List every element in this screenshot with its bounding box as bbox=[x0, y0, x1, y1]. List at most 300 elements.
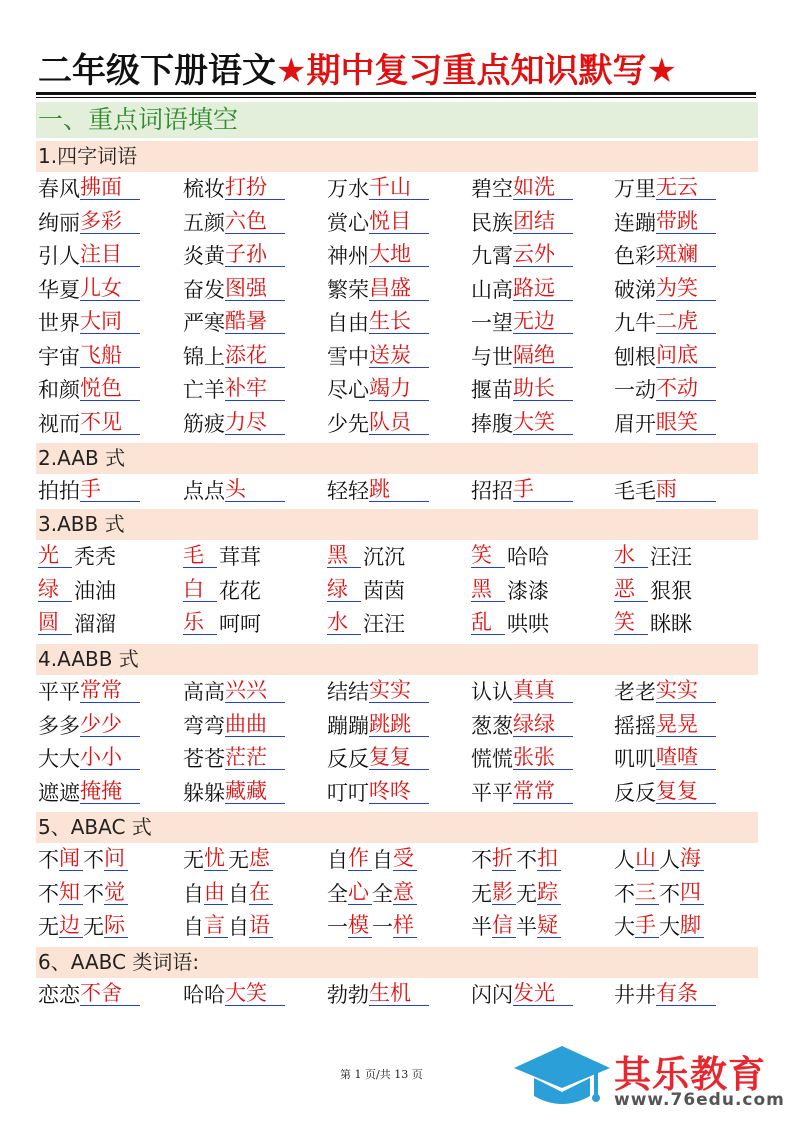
word-prompt: 勃勃 bbox=[327, 983, 369, 1007]
word-item bbox=[471, 240, 573, 273]
word-item bbox=[38, 374, 140, 407]
word-prompt: 秃秃 bbox=[74, 545, 116, 569]
word-answer: 光 bbox=[38, 543, 72, 568]
word-prompt: 半 bbox=[471, 915, 492, 939]
word-item bbox=[471, 408, 573, 441]
word-answer: 水 bbox=[327, 610, 361, 635]
word-prompt: 自 bbox=[183, 882, 204, 906]
word-prompt: 世界 bbox=[38, 311, 80, 335]
word-row bbox=[38, 608, 758, 641]
word-item bbox=[38, 743, 140, 776]
word-item bbox=[327, 240, 429, 273]
word-row bbox=[38, 878, 758, 911]
word-answer: 扣 bbox=[537, 846, 561, 871]
word-prompt: 毛毛 bbox=[614, 479, 656, 503]
word-prompt: 无 bbox=[38, 915, 59, 939]
word-prompt: 春风 bbox=[38, 177, 80, 201]
word-answer: 心 bbox=[348, 880, 372, 905]
word-prompt: 大 bbox=[614, 915, 635, 939]
word-answer: 实实 bbox=[656, 678, 716, 703]
word-answer: 跳 bbox=[369, 477, 429, 502]
word-item bbox=[183, 608, 261, 641]
word-item bbox=[183, 575, 261, 608]
word-answer: 语 bbox=[249, 913, 273, 938]
word-item bbox=[38, 341, 140, 374]
word-prompt: 反反 bbox=[614, 781, 656, 805]
graduation-cap-icon bbox=[510, 1040, 614, 1115]
word-item bbox=[38, 710, 140, 743]
word-answer: 悦色 bbox=[80, 376, 140, 401]
word-row bbox=[38, 374, 758, 407]
word-prompt: 花花 bbox=[219, 579, 261, 603]
group-heading: 5、ABAC 式 bbox=[36, 812, 758, 843]
word-prompt: 认认 bbox=[471, 680, 513, 704]
word-answer: 绿 bbox=[327, 577, 361, 602]
word-item bbox=[183, 307, 285, 340]
word-prompt: 自 bbox=[327, 848, 348, 872]
word-answer: 大同 bbox=[80, 309, 140, 334]
word-prompt: 不 bbox=[38, 848, 59, 872]
word-item bbox=[471, 608, 549, 641]
logo-url: www.76edu.com bbox=[614, 1090, 785, 1110]
word-prompt: 不 bbox=[614, 882, 635, 906]
word-item bbox=[471, 374, 573, 407]
word-item bbox=[38, 408, 140, 441]
word-item bbox=[327, 274, 429, 307]
word-prompt: 点点 bbox=[183, 479, 225, 503]
word-answer: 问 bbox=[104, 846, 128, 871]
word-answer: 水 bbox=[614, 543, 648, 568]
word-answer: 边 bbox=[59, 913, 83, 938]
word-item bbox=[614, 878, 704, 911]
word-item bbox=[614, 676, 716, 709]
word-prompt: 严寒 bbox=[183, 311, 225, 335]
word-answer: 折 bbox=[492, 846, 516, 871]
word-answer: 黑 bbox=[327, 543, 361, 568]
word-prompt: 弯弯 bbox=[183, 714, 225, 738]
word-answer: 忧 bbox=[204, 846, 228, 871]
word-item bbox=[327, 307, 429, 340]
word-answer: 作 bbox=[348, 846, 372, 871]
word-answer: 觉 bbox=[104, 880, 128, 905]
word-answer: 手 bbox=[80, 477, 140, 502]
word-answer: 注目 bbox=[80, 242, 140, 267]
group-heading: 1.四字词语 bbox=[36, 141, 758, 172]
word-item bbox=[183, 878, 273, 911]
word-answer: 毛 bbox=[183, 543, 217, 568]
word-answer: 打扮 bbox=[225, 175, 285, 200]
word-answer: 黑 bbox=[471, 577, 505, 602]
word-prompt: 不 bbox=[471, 848, 492, 872]
word-row bbox=[38, 541, 758, 574]
group-heading: 3.ABB 式 bbox=[36, 509, 758, 540]
word-answer: 竭力 bbox=[369, 376, 429, 401]
logo-name: 其乐教育 bbox=[614, 1053, 766, 1096]
word-answer: 助长 bbox=[513, 376, 573, 401]
word-prompt: 半 bbox=[516, 915, 537, 939]
word-prompt: 炎黄 bbox=[183, 244, 225, 268]
word-answer: 藏藏 bbox=[225, 779, 285, 804]
word-item bbox=[614, 173, 716, 206]
word-item bbox=[183, 341, 285, 374]
word-answer: 酷暑 bbox=[225, 309, 285, 334]
word-answer: 少少 bbox=[80, 712, 140, 737]
word-item bbox=[183, 541, 261, 574]
word-prompt: 无 bbox=[471, 882, 492, 906]
word-item bbox=[183, 710, 285, 743]
word-prompt: 五颜 bbox=[183, 211, 225, 235]
word-row bbox=[38, 408, 758, 441]
word-answer: 圆 bbox=[38, 610, 72, 635]
word-prompt: 锦上 bbox=[183, 345, 225, 369]
word-row bbox=[38, 575, 758, 608]
word-prompt: 哄哄 bbox=[507, 612, 549, 636]
title-underline-thick bbox=[36, 92, 756, 95]
word-prompt: 葱葱 bbox=[471, 714, 513, 738]
word-answer: 斑斓 bbox=[656, 242, 716, 267]
word-prompt: 高高 bbox=[183, 680, 225, 704]
word-prompt: 连蹦 bbox=[614, 211, 656, 235]
word-item bbox=[183, 173, 285, 206]
word-item bbox=[183, 979, 285, 1012]
word-prompt: 眉开 bbox=[614, 412, 656, 436]
word-answer: 乱 bbox=[471, 610, 505, 635]
word-prompt: 不 bbox=[83, 848, 104, 872]
word-answer: 不舍 bbox=[80, 981, 140, 1006]
word-prompt: 遮遮 bbox=[38, 781, 80, 805]
word-item bbox=[614, 979, 716, 1012]
word-answer: 疑 bbox=[537, 913, 561, 938]
word-answer: 图强 bbox=[225, 276, 285, 301]
word-prompt: 筋疲 bbox=[183, 412, 225, 436]
word-prompt: 无 bbox=[83, 915, 104, 939]
word-answer: 眼笑 bbox=[656, 410, 716, 435]
word-answer: 在 bbox=[249, 880, 273, 905]
word-prompt: 自由 bbox=[327, 311, 369, 335]
word-prompt: 沉沉 bbox=[363, 545, 405, 569]
word-item bbox=[614, 408, 716, 441]
word-prompt: 九霄 bbox=[471, 244, 513, 268]
word-answer: 绿绿 bbox=[513, 712, 573, 737]
word-item bbox=[183, 408, 285, 441]
word-item bbox=[471, 743, 573, 776]
word-prompt: 少先 bbox=[327, 412, 369, 436]
word-item bbox=[38, 475, 140, 508]
word-item bbox=[471, 541, 549, 574]
word-prompt: 赏心 bbox=[327, 211, 369, 235]
word-prompt: 苍苍 bbox=[183, 747, 225, 771]
word-item bbox=[614, 207, 716, 240]
word-answer: 受 bbox=[393, 846, 417, 871]
word-prompt: 华夏 bbox=[38, 278, 80, 302]
word-prompt: 九牛 bbox=[614, 311, 656, 335]
word-item bbox=[38, 676, 140, 709]
word-item bbox=[327, 575, 405, 608]
word-item bbox=[471, 979, 573, 1012]
word-item bbox=[614, 911, 704, 944]
word-prompt: 宇宙 bbox=[38, 345, 80, 369]
word-answer: 送炭 bbox=[369, 343, 429, 368]
word-prompt: 神州 bbox=[327, 244, 369, 268]
word-prompt: 梳妆 bbox=[183, 177, 225, 201]
word-prompt: 慌慌 bbox=[471, 747, 513, 771]
word-prompt: 闪闪 bbox=[471, 983, 513, 1007]
word-item bbox=[183, 475, 285, 508]
word-prompt: 汪汪 bbox=[650, 545, 692, 569]
word-prompt: 万水 bbox=[327, 177, 369, 201]
word-prompt: 和颜 bbox=[38, 378, 80, 402]
word-prompt: 汪汪 bbox=[363, 612, 405, 636]
word-answer: 由 bbox=[204, 880, 228, 905]
word-item bbox=[38, 240, 140, 273]
word-prompt: 哈哈 bbox=[507, 545, 549, 569]
group-heading: 4.AABB 式 bbox=[36, 644, 758, 675]
word-prompt: 捧腹 bbox=[471, 412, 513, 436]
word-answer: 隔绝 bbox=[513, 343, 573, 368]
word-answer: 拂面 bbox=[80, 175, 140, 200]
word-prompt: 奋发 bbox=[183, 278, 225, 302]
word-item bbox=[327, 844, 417, 877]
word-row bbox=[38, 777, 758, 810]
word-answer: 常常 bbox=[513, 779, 573, 804]
word-answer: 六色 bbox=[225, 209, 285, 234]
word-answer: 手 bbox=[513, 477, 573, 502]
word-answer: 多彩 bbox=[80, 209, 140, 234]
word-prompt: 茵茵 bbox=[363, 579, 405, 603]
word-item bbox=[327, 878, 417, 911]
word-item bbox=[471, 777, 573, 810]
word-answer: 虑 bbox=[249, 846, 273, 871]
word-row bbox=[38, 207, 758, 240]
word-prompt: 平平 bbox=[471, 781, 513, 805]
title-main: 二年级下册语文 bbox=[38, 51, 276, 91]
word-prompt: 狠狠 bbox=[650, 579, 692, 603]
word-answer: 问底 bbox=[656, 343, 716, 368]
word-answer: 队员 bbox=[369, 410, 429, 435]
word-row bbox=[38, 341, 758, 374]
word-prompt: 万里 bbox=[614, 177, 656, 201]
word-item bbox=[38, 777, 140, 810]
word-prompt: 视而 bbox=[38, 412, 80, 436]
word-item bbox=[327, 710, 429, 743]
word-item bbox=[183, 844, 273, 877]
word-prompt: 反反 bbox=[327, 747, 369, 771]
word-answer: 复复 bbox=[656, 779, 716, 804]
word-prompt: 茸茸 bbox=[219, 545, 261, 569]
word-item bbox=[38, 608, 116, 641]
word-item bbox=[614, 844, 704, 877]
word-prompt: 引人 bbox=[38, 244, 80, 268]
word-answer: 脚 bbox=[680, 913, 704, 938]
word-item bbox=[614, 274, 716, 307]
word-item bbox=[614, 743, 716, 776]
word-answer: 乐 bbox=[183, 610, 217, 635]
word-prompt: 无 bbox=[228, 848, 249, 872]
word-item bbox=[614, 374, 716, 407]
word-answer: 喳喳 bbox=[656, 745, 716, 770]
word-answer: 实实 bbox=[369, 678, 429, 703]
word-answer: 昌盛 bbox=[369, 276, 429, 301]
word-prompt: 叽叽 bbox=[614, 747, 656, 771]
word-prompt: 揠苗 bbox=[471, 378, 513, 402]
word-item bbox=[327, 374, 429, 407]
word-answer: 知 bbox=[59, 880, 83, 905]
word-answer: 跳跳 bbox=[369, 712, 429, 737]
word-answer: 踪 bbox=[537, 880, 561, 905]
word-row bbox=[38, 743, 758, 776]
word-prompt: 人 bbox=[659, 848, 680, 872]
word-item bbox=[471, 710, 573, 743]
word-prompt: 叮叮 bbox=[327, 781, 369, 805]
word-answer: 力尽 bbox=[225, 410, 285, 435]
word-prompt: 平平 bbox=[38, 680, 80, 704]
title-highlight: ★期中复习重点知识默写★ bbox=[276, 51, 677, 91]
word-answer: 悦目 bbox=[369, 209, 429, 234]
word-prompt: 民族 bbox=[471, 211, 513, 235]
word-item bbox=[471, 844, 561, 877]
word-prompt: 一 bbox=[372, 915, 393, 939]
word-item bbox=[38, 307, 140, 340]
word-item bbox=[471, 274, 573, 307]
word-prompt: 躲躲 bbox=[183, 781, 225, 805]
word-answer: 影 bbox=[492, 880, 516, 905]
word-item bbox=[183, 274, 285, 307]
word-answer: 笑 bbox=[614, 610, 648, 635]
word-prompt: 不 bbox=[83, 882, 104, 906]
word-row bbox=[38, 475, 758, 508]
group-heading: 6、AABC 类词语: bbox=[36, 947, 758, 978]
word-item bbox=[183, 743, 285, 776]
brand-logo bbox=[510, 1040, 790, 1115]
word-answer: 为笑 bbox=[656, 276, 716, 301]
word-prompt: 不 bbox=[516, 848, 537, 872]
word-prompt: 大大 bbox=[38, 747, 80, 771]
word-prompt: 全 bbox=[327, 882, 348, 906]
word-item bbox=[38, 541, 116, 574]
word-prompt: 拍拍 bbox=[38, 479, 80, 503]
word-item bbox=[38, 274, 140, 307]
word-item bbox=[471, 341, 573, 374]
word-prompt: 色彩 bbox=[614, 244, 656, 268]
word-item bbox=[38, 911, 128, 944]
word-prompt: 自 bbox=[372, 848, 393, 872]
word-answer: 生长 bbox=[369, 309, 429, 334]
word-answer: 信 bbox=[492, 913, 516, 938]
word-answer: 小小 bbox=[80, 745, 140, 770]
word-item bbox=[327, 608, 405, 641]
word-prompt: 碧空 bbox=[471, 177, 513, 201]
word-answer: 无云 bbox=[656, 175, 716, 200]
word-item bbox=[614, 475, 716, 508]
word-prompt: 溜溜 bbox=[74, 612, 116, 636]
word-item bbox=[38, 979, 140, 1012]
word-prompt: 摇摇 bbox=[614, 714, 656, 738]
word-item bbox=[614, 341, 716, 374]
word-row bbox=[38, 307, 758, 340]
word-answer: 张张 bbox=[513, 745, 573, 770]
word-answer: 生机 bbox=[369, 981, 429, 1006]
word-answer: 恶 bbox=[614, 577, 648, 602]
word-item bbox=[38, 575, 116, 608]
word-row bbox=[38, 240, 758, 273]
word-answer: 不见 bbox=[80, 410, 140, 435]
word-prompt: 无 bbox=[516, 882, 537, 906]
word-answer: 三 bbox=[635, 880, 659, 905]
word-prompt: 山高 bbox=[471, 278, 513, 302]
word-answer: 子孙 bbox=[225, 242, 285, 267]
word-answer: 闻 bbox=[59, 846, 83, 871]
word-answer: 言 bbox=[204, 913, 228, 938]
word-row bbox=[38, 911, 758, 944]
word-item bbox=[614, 541, 692, 574]
word-item bbox=[183, 240, 285, 273]
word-item bbox=[327, 541, 405, 574]
word-item bbox=[327, 207, 429, 240]
word-prompt: 雪中 bbox=[327, 345, 369, 369]
word-item bbox=[614, 307, 716, 340]
word-answer: 手 bbox=[635, 913, 659, 938]
word-item bbox=[327, 743, 429, 776]
word-answer: 发光 bbox=[513, 981, 573, 1006]
word-answer: 二虎 bbox=[656, 309, 716, 334]
word-answer: 千山 bbox=[369, 175, 429, 200]
word-prompt: 繁荣 bbox=[327, 278, 369, 302]
word-item bbox=[183, 777, 285, 810]
word-answer: 咚咚 bbox=[369, 779, 429, 804]
word-prompt: 与世 bbox=[471, 345, 513, 369]
word-prompt: 轻轻 bbox=[327, 479, 369, 503]
word-item bbox=[614, 575, 692, 608]
word-answer: 雨 bbox=[656, 477, 716, 502]
word-prompt: 多多 bbox=[38, 714, 80, 738]
word-answer: 有条 bbox=[656, 981, 716, 1006]
word-prompt: 刨根 bbox=[614, 345, 656, 369]
word-answer: 样 bbox=[393, 913, 417, 938]
word-answer: 绿 bbox=[38, 577, 72, 602]
word-item bbox=[38, 878, 128, 911]
word-answer: 云外 bbox=[513, 242, 573, 267]
word-item bbox=[471, 878, 561, 911]
word-answer: 飞船 bbox=[80, 343, 140, 368]
word-answer: 白 bbox=[183, 577, 217, 602]
word-item bbox=[614, 240, 716, 273]
word-row bbox=[38, 710, 758, 743]
word-item bbox=[327, 408, 429, 441]
word-prompt: 眯眯 bbox=[650, 612, 692, 636]
page-footer: 第 1 页/共 13 页 bbox=[340, 1068, 423, 1081]
word-prompt: 绚丽 bbox=[38, 211, 80, 235]
word-answer: 模 bbox=[348, 913, 372, 938]
word-prompt: 不 bbox=[659, 882, 680, 906]
word-prompt: 一动 bbox=[614, 378, 656, 402]
word-prompt: 无 bbox=[183, 848, 204, 872]
word-prompt: 蹦蹦 bbox=[327, 714, 369, 738]
word-item bbox=[471, 676, 573, 709]
word-answer: 真真 bbox=[513, 678, 573, 703]
word-answer: 海 bbox=[680, 846, 704, 871]
word-item bbox=[38, 207, 140, 240]
word-row bbox=[38, 844, 758, 877]
word-answer: 曲曲 bbox=[225, 712, 285, 737]
word-item bbox=[471, 207, 573, 240]
word-prompt: 不 bbox=[38, 882, 59, 906]
word-answer: 头 bbox=[225, 477, 285, 502]
word-prompt: 大 bbox=[659, 915, 680, 939]
word-answer: 补牢 bbox=[225, 376, 285, 401]
word-item bbox=[471, 307, 573, 340]
section-heading: 一、重点词语填空 bbox=[36, 102, 758, 138]
word-row bbox=[38, 173, 758, 206]
